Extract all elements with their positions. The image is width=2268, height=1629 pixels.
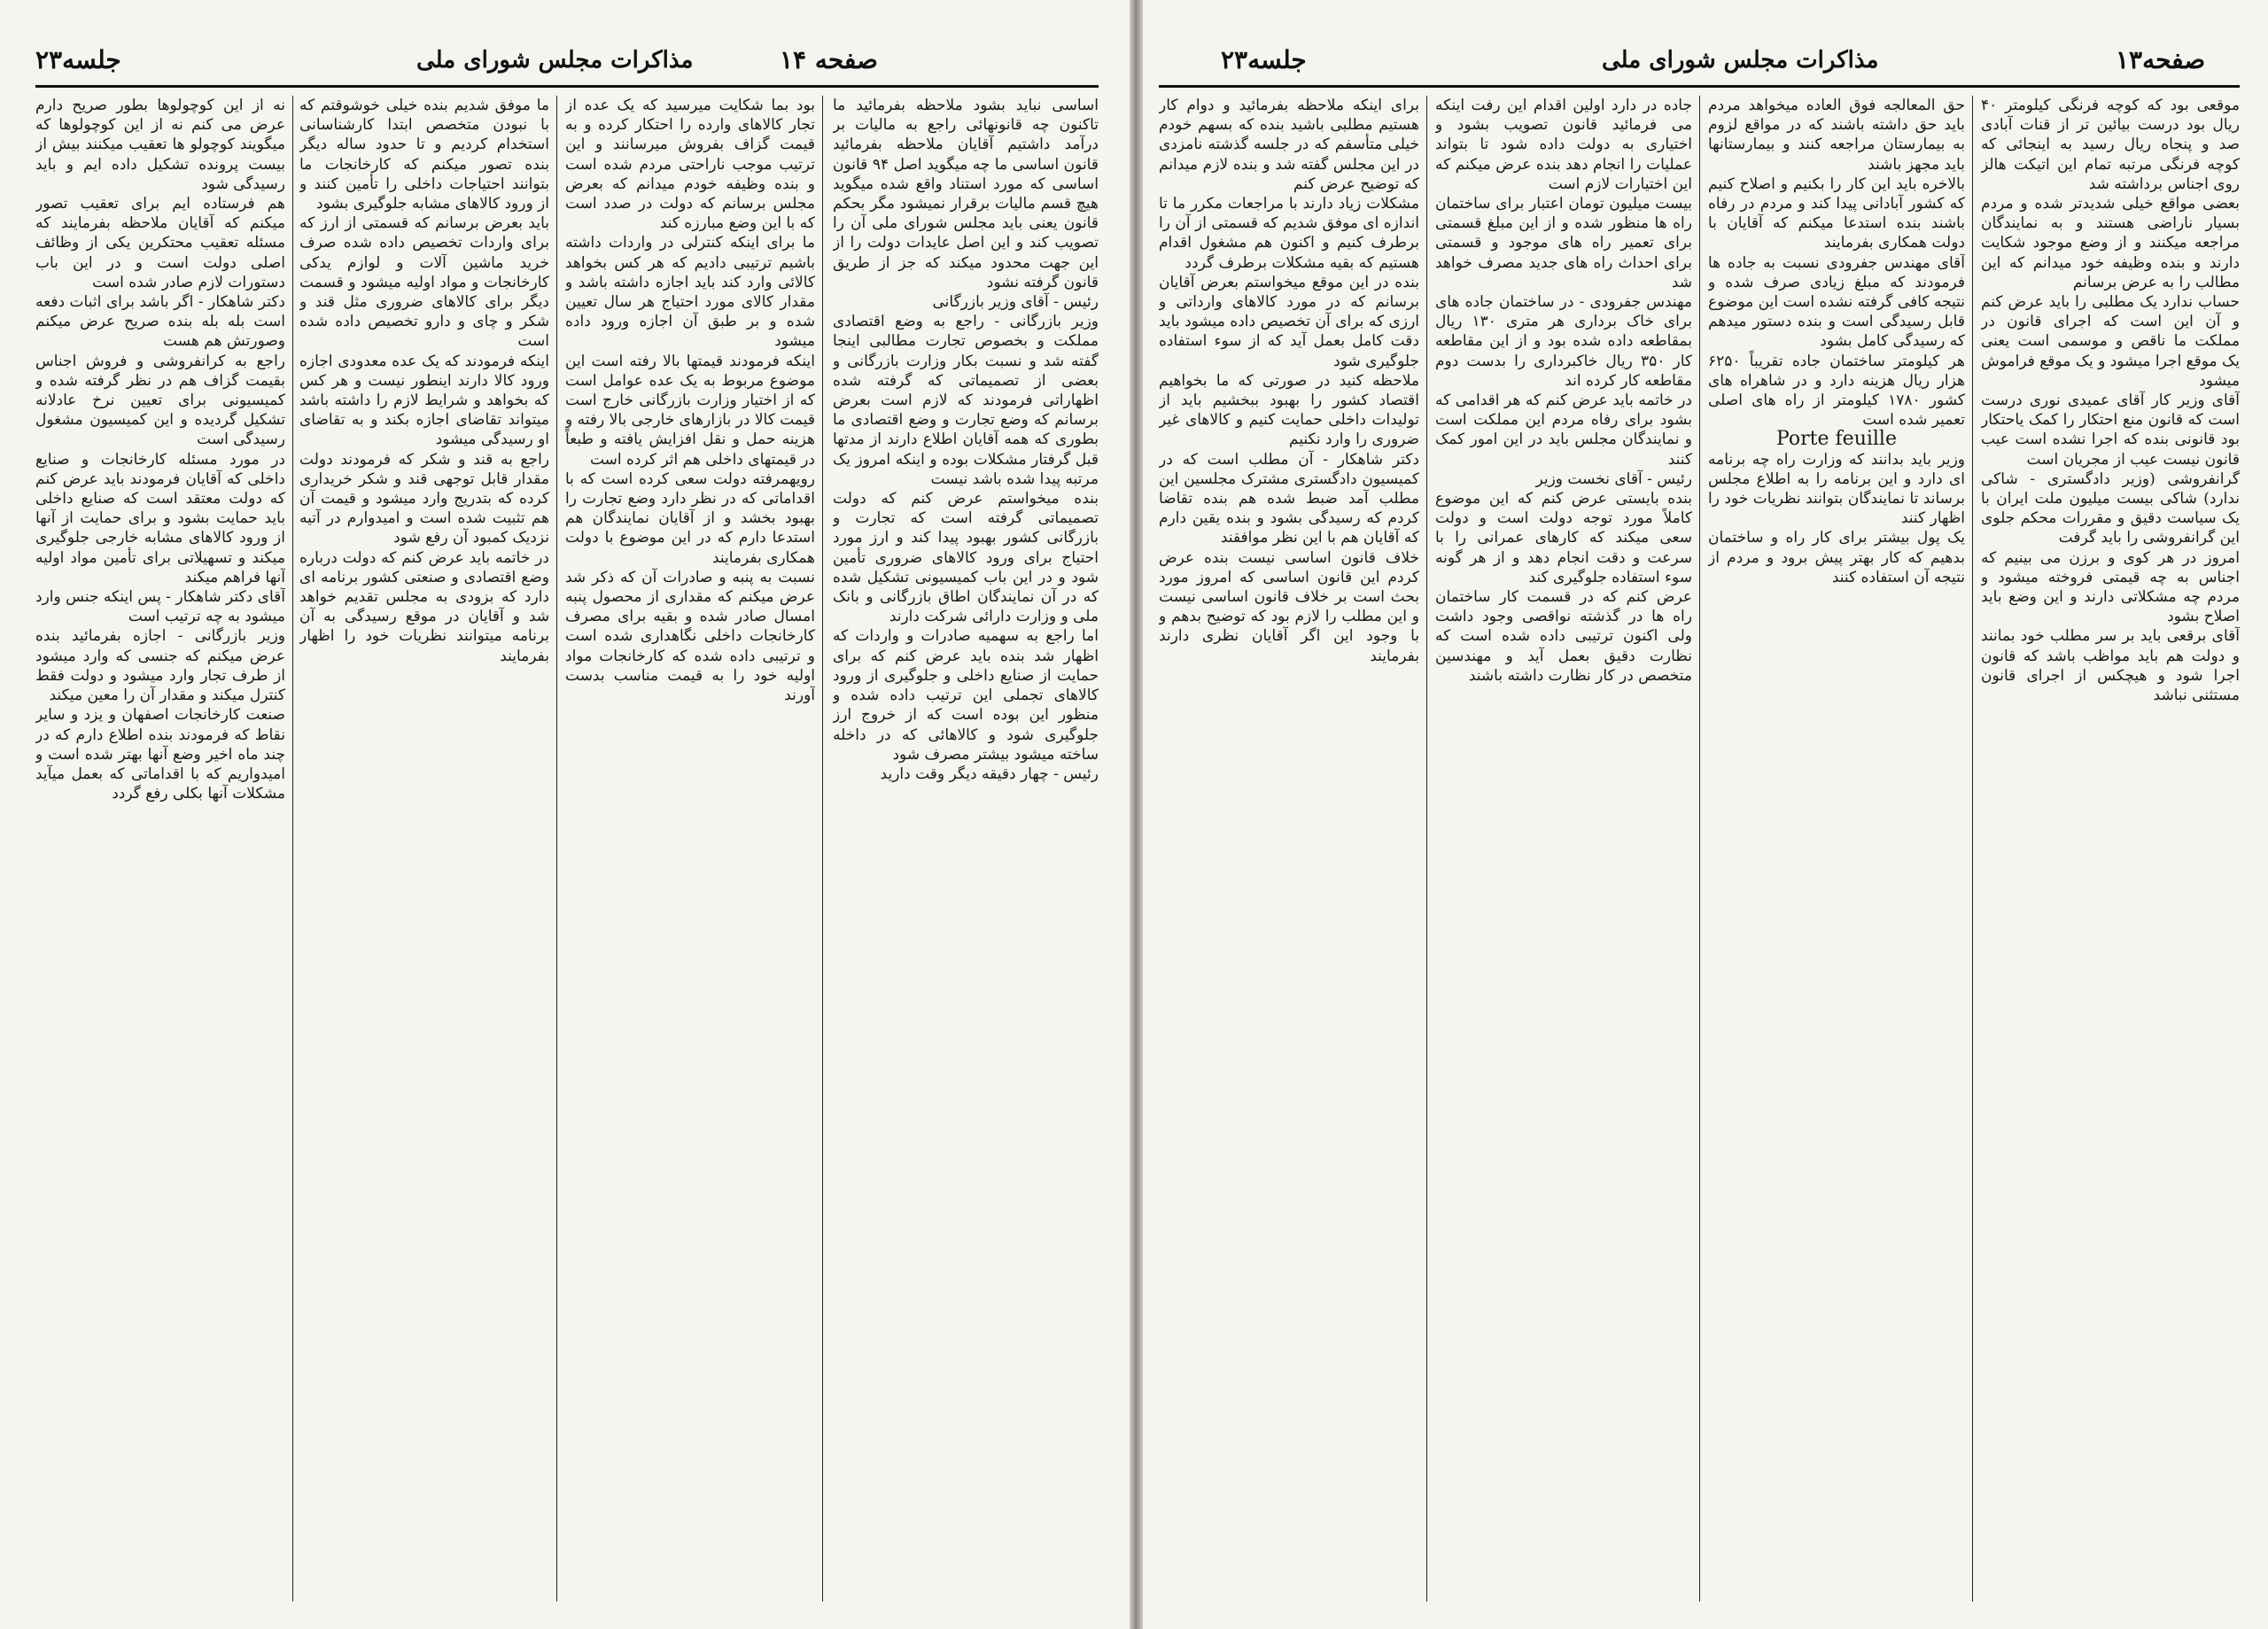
column-divider xyxy=(1972,96,1973,1602)
column-paragraph: رئیس - آقای نخست وزیر xyxy=(1535,469,1692,488)
column-paragraph: وزیر بازرگانی - اجازه بفرمائید بنده عرض میکنم که جنسی که وارد میشود از طرف تجار وارد میشود و دولت فقط کنترل میکند و مقدار آن را معین میکند xyxy=(35,627,285,705)
column-paragraph: حساب ندارد یک مطلبی را باید عرض کنم و آن این است که اجرای قانون در مملکت ما ناقص و موسمی است یعنی یک موقع اجرا میشود و یک موقع فراموش میشود xyxy=(1981,293,2240,390)
column-divider xyxy=(292,96,293,1602)
page-title: مذاکرات مجلس شورای ملی xyxy=(416,47,694,74)
column-paragraph: ملاحظه کنید در صورتی که ما بخواهیم اقتصاد کشور را بهبود ببخشیم باید از تولیدات داخلی حمایت کنیم و کالاهای غیر ضروری را وارد نکنیم xyxy=(1159,371,1419,449)
column-paragraph: آقای برقعی باید بر سر مطلب خود بمانند و دولت هم باید مواظب باشد که قانون اجرا شود و هیچکس از اجرای قانون مستثنی نباشد xyxy=(1981,627,2240,705)
column-paragraph: باید بعرض برسانم که قسمتی از ارز که برای واردات تخصیص داده شده صرف خرید ماشین آلات و لوازم یدکی کارخانجات و مواد اولیه میشود و قسمت دیگر برای کالاهای ضروری مثل قند و شکر و چای و دارو تخصیص داده شده است xyxy=(299,214,549,351)
column-paragraph: مشکلات زیاد دارند با مراجعات مکرر ما تا اندازه ای موفق شدیم که قسمتی از آن را برطرف کنیم و اکنون هم مشغول اقدام هستیم که بقیه مشکلات برطرف گردد xyxy=(1159,195,1419,272)
column-paragraph: بیست میلیون تومان اعتبار برای ساختمان راه ها منظور شده و از این مبلغ قسمتی برای تعمیر راه های موجود و قسمتی برای احداث راه های جدید مصرف خواهد شد xyxy=(1435,195,1692,291)
column-paragraph: راجع به کرانفروشی و فروش اجناس بقیمت گزاف هم در نظر گرفته شده و کمیسیونی برای تعیین نرخ عادلانه تشکیل گردیده و این کمیسیون مشغول رسیدگی است xyxy=(35,352,285,449)
column-paragraph: بنده میخواستم عرض کنم که دولت تصمیماتی گرفته است که تجارت و بازرگانی کشور بهبود پیدا کند و ارز مورد احتیاج برای ورود کالاهای ضروری تأمین شود و در این باب کمیسیونی تشکیل شده که در آن نمایندگان اطاق بازرگانی و بانک ملی و وزارت دارائی شرکت دارند xyxy=(833,490,1099,626)
column-paragraph: برای اینکه ملاحظه بفرمائید و دوام کار هستیم مطلبی باشید بنده که بسهم خودم خیلی متأسفم که در جلسه گذشته نامزدی در این مجلس گفته شد و بنده لازم میدانم که توضیح عرض کنم xyxy=(1159,97,1419,193)
column-paragraph: اما راجع به سهمیه صادرات و واردات که اظهار شد بنده باید عرض کنم که برای حمایت از صنایع داخلی و جلوگیری از ورود کالاهای تجملی این ترتیب داده شده و منظور این بوده است که از خروج ارز جلوگیری شود و کالاهائی که در داخله ساخته میشود بیشتر مصرف شود xyxy=(833,627,1099,764)
column-paragraph: مهندس جفرودی - در ساختمان جاده های برای خاک برداری هر متری ۱۳۰ ریال بمقاطعه داده شده بود و از این مقاطعه کار ۳۵۰ ریال خاکبرداری را بدست دوم مقاطعه کار کرده اند xyxy=(1435,293,1692,390)
column-paragraph: اساسی نباید بشود ملاحظه بفرمائید ما تاکنون چه قانونهائی راجع به مالیات بر درآمد داشتیم آقایان ملاحظه بفرمائید قانون اساسی ما چه میگوید اصل ۹۴ قانون اساسی که مورد استناد واقع شده میگوید هیچ قسم مالیات برقرار نمیشود مگر بحکم قانون یعنی باید مجلس شورای ملی آن را تصویب کند و این اصل عایدات دولت را از این جهت محدود میکند که جز از طریق قانون گرفته نشود xyxy=(833,97,1099,291)
column-paragraph: نسبت به پنبه و صادرات آن که ذکر شد عرض میکنم که مقداری از محصول پنبه امسال صادر شده و بقیه برای مصرف کارخانجات داخلی نگاهداری شده است و ترتیبی داده شده که کارخانجات مواد اولیه خود را به قیمت مناسب بدست آورند xyxy=(565,568,815,705)
column-divider xyxy=(556,96,557,1602)
text-column xyxy=(299,96,549,1602)
column-paragraph: Porte feuille xyxy=(1776,428,1897,451)
column-paragraph: امروز در هر کوی و برزن می بینیم که اجناس به چه قیمتی فروخته میشود و مردم چه مشکلاتی دارند و این وضع باید اصلاح بشود xyxy=(1981,548,2240,626)
column-paragraph: رئیس - آقای وزیر بازرگانی xyxy=(932,293,1099,312)
column-paragraph: بنده بایستی عرض کنم که این موضوع کاملاً مورد توجه دولت است و دولت سعی میکند که کارهای عمرانی را با سرعت و دقت انجام دهد و از هر گونه سوء استفاده جلوگیری کند xyxy=(1435,490,1692,586)
column-paragraph: بعضی مواقع خیلی شدیدتر شده و مردم بسیار ناراضی هستند و به نمایندگان مراجعه میکنند و از وضع موجود شکایت دارند و بنده وظیفه خود میدانم که این مطالب را به عرض برسانم xyxy=(1981,195,2240,291)
column-paragraph: وزیر باید بدانند که وزارت راه چه برنامه ای دارد و این برنامه را به اطلاع مجلس برساند تا نمایندگان بتوانند نظریات خود را اظهار کنند xyxy=(1708,450,1965,528)
column-paragraph: ما موفق شدیم بنده خیلی خوشوقتم که با نبودن متخصص ابتدا کارشناسانی استخدام کردیم و تا حدود ساله دیگر بنده تصور میکنم که کارخانجات ما بتوانند احتیاجات داخلی را تأمین کنند و از ورود کالاهای مشابه جلوگیری بشود xyxy=(299,97,549,213)
column-paragraph: صنعت کارخانجات اصفهان و یزد و سایر نقاط که فرمودند بنده اطلاع دارم که در چند ماه اخیر وضع آنها بهتر شده است و امیدواریم که با اقداماتی که بعمل میآید مشکلات آنها بکلی رفع گردد xyxy=(35,706,285,803)
column-paragraph: هم فرستاده ایم برای تعقیب تصور میکنم که آقایان ملاحظه بفرمایند که مسئله تعقیب محتکرین یکی از وظائف اصلی دولت است و در این باب دستورات لازم صادر شده است xyxy=(35,195,285,291)
column-paragraph: آقای وزیر کار آقای عمیدی نوری درست است که قانون منع احتکار را کمک یاحتکار بود قانونی بنده که اجرا نشده است عیب قانون نیست عیب از مجریان است xyxy=(1981,392,2240,469)
column-paragraph: وزیر بازرگانی - راجع به وضع اقتصادی مملکت و بخصوص تجارت مطالبی اینجا گفته شد و نسبت بکار وزارت بازرگانی و بعضی از تصمیماتی که گرفته شده اظهاراتی فرمودند که لازم است بعرض برسانم که وضع تجارت و وضع اقتصادی ما بطوری که همه آقایان اطلاع دارند از مدتها قبل گرفتار مشکلات بوده و اینکه امروز یک مرتبه پیدا شده باشد نیست xyxy=(833,313,1099,488)
column-divider xyxy=(1699,96,1700,1602)
column-paragraph: آقای دکتر شاهکار - پس اینکه جنس وارد میشود به چه ترتیب است xyxy=(35,588,285,626)
column-paragraph: خلاف قانون اساسی نیست بنده عرض کردم این قانون اساسی که امروز مورد بحث است بر خلاف قانون اساسی نیست و این مطلب را لازم بود که توضیح بدهم و با وجود این اگر آقایان نظری دارند بفرمایند xyxy=(1159,548,1419,665)
column-divider xyxy=(1426,96,1427,1602)
column-paragraph: بود بما شکایت میرسید که یک عده از تجار کالاهای وارده را احتکار کرده و به قیمت گزاف بفروش میرسانند و این ترتیب موجب ناراحتی مردم شده است و بنده وظیفه خودم میدانم که بعرض مجلس برسانم که دولت در صدد است که با این وضع مبارزه کند xyxy=(565,97,815,233)
page-title: مذاکرات مجلس شورای ملی xyxy=(1602,47,1879,74)
column-paragraph: دکتر شاهکار - آن مطلب است که در کمیسیون دادگستری مشترک مجلسین این مطلب آمد ضبط شده هم بنده تقاضا کردم که رسیدگی بشود و بنده یقین دارم که آقایان هم با این نظر موافقند xyxy=(1159,450,1419,547)
header-rule xyxy=(1159,85,2240,88)
page-gutter xyxy=(1130,0,1143,1629)
column-paragraph: در مورد مسئله کارخانجات و صنایع داخلی که آقایان فرمودند باید عرض کنم که دولت معتقد است که صنایع داخلی باید حمایت بشود و برای حمایت از آنها از ورود کالاهای مشابه خارجی جلوگیری میکند و تسهیلاتی برای تأمین مواد اولیه آنها فراهم میکند xyxy=(35,450,285,586)
column-paragraph: بنده در این موقع میخواستم بعرض آقایان برسانم که در مورد کالاهای وارداتی و ارزی که برای آن تخصیص داده میشود باید دقت کامل بعمل آید که از سوء استفاده جلوگیری شود xyxy=(1159,273,1419,370)
left-page-header xyxy=(35,43,1099,81)
page-number: صفحه ۱۴ xyxy=(780,45,878,74)
session-number: جلسه۲۳ xyxy=(35,45,121,74)
column-paragraph: هر کیلومتر ساختمان جاده تقریباً ۶۲۵۰ هزار ریال هزینه دارد و در شاهراه های کشور ۱۷۸۰ کیلومتر از راه های اصلی تعمیر شده است xyxy=(1708,352,1965,430)
column-divider xyxy=(822,96,823,1602)
column-paragraph: جاده در دارد اولین اقدام این رفت اینکه می فرمائید قانون تصویب بشود و اختیاری به دولت داده شود تا بتواند عملیات را انجام دهد بنده عرض میکنم که این اختیارات لازم است xyxy=(1435,97,1692,193)
column-paragraph: ما برای اینکه کنترلی در واردات داشته باشیم ترتیبی دادیم که هر کس بخواهد کالائی وارد کند باید اجازه داشته باشد و مقدار کالای مورد احتیاج هر سال تعیین شده و بر طبق آن اجازه ورود داده میشود xyxy=(565,234,815,351)
text-column xyxy=(1159,96,1419,1602)
left-page xyxy=(0,0,1130,1629)
column-paragraph: حق المعالجه فوق العاده میخواهد مردم باید حق داشته باشند که در مواقع لزوم به بیمارستان مراجعه کنند و بیمارستانها باید مجهز باشند xyxy=(1708,97,1965,174)
right-page-header xyxy=(1159,43,2240,81)
column-paragraph: آقای مهندس جفرودی نسبت به جاده ها فرمودند که مبلغ زیادی صرف شده و نتیجه کافی گرفته نشده است این موضوع قابل رسیدگی است و بنده دستور میدهم که رسیدگی کامل بشود xyxy=(1708,253,1965,351)
text-column xyxy=(1981,96,2240,1602)
right-page-columns xyxy=(1159,96,2240,1602)
text-column xyxy=(1435,96,1692,1602)
column-paragraph: گرانفروشی (وزیر دادگستری - شاکی ندارد) شاکی بیست میلیون ملت ایران با یک سیاست دقیق و مقررات محکم جلوی این گرانفروشی را باید گرفت xyxy=(1981,469,2240,547)
right-page xyxy=(1143,0,2268,1629)
column-paragraph: در خاتمه باید عرض کنم که دولت درباره وضع اقتصادی و صنعتی کشور برنامه ای دارد که بزودی به مجلس تقدیم خواهد شد و آقایان در موقع رسیدگی به آن برنامه میتوانند نظریات خود را اظهار بفرمایند xyxy=(299,548,549,665)
session-number: جلسه۲۳ xyxy=(1221,45,1307,74)
column-paragraph: موقعی بود که کوچه فرنگی کیلومتر ۴۰ ریال بود درست بیائین تر از قنات آبادی صد و پنجاه ریال رسید به اینجائی که کوچه فرنگی مرتبه تمام این اتیکت هالز روی اجناس برداشته شد xyxy=(1981,97,2240,193)
left-page-columns xyxy=(35,96,1099,1602)
text-column xyxy=(833,96,1099,1602)
text-column xyxy=(565,96,815,1602)
column-paragraph: رئیس - چهار دقیقه دیگر وقت دارید xyxy=(880,764,1099,783)
column-paragraph: رویهمرفته دولت سعی کرده است که با اقداماتی که در نظر دارد وضع تجارت را بهبود بخشد و از آقایان نمایندگان هم استدعا دارم که در این موضوع با دولت همکاری بفرمایند xyxy=(565,469,815,567)
column-paragraph: بالاخره باید این کار را بکنیم و اصلاح کنیم که کشور آبادانی پیدا کند و مردم در رفاه باشند بنده استدعا میکنم که آقایان با دولت همکاری بفرمایند xyxy=(1708,175,1965,252)
page-number: صفحه۱۳ xyxy=(2116,45,2206,74)
column-paragraph: نه از این کوچولوها بطور صریح دارم عرض می کنم نه از این کوچولوها که میگویند کوچولو ها تعقیب میکنند بیش از بیست پرونده تشکیل داده ایم و باید رسیدگی شود xyxy=(35,97,285,193)
column-paragraph: اینکه فرمودند قیمتها بالا رفته است این موضوع مربوط به یک عده عوامل است که از اختیار وزارت بازرگانی خارج است قیمت کالا در بازارهای خارجی بالا رفته و هزینه حمل و نقل افزایش یافته و طبعاً در قیمتهای داخلی هم اثر کرده است xyxy=(565,352,815,469)
column-paragraph: یک پول بیشتر برای کار راه و ساختمان بدهیم که کار بهتر پیش برود و مردم از نتیجه آن استفاده کنند xyxy=(1708,529,1965,586)
column-paragraph: عرض کنم که در قسمت کار ساختمان راه ها در گذشته نواقصی وجود داشت ولی اکنون ترتیبی داده شده است که نظارت دقیق بعمل آید و مهندسین متخصص در کار نظارت داشته باشند xyxy=(1435,588,1692,685)
column-paragraph: در خاتمه باید عرض کنم که هر اقدامی که بشود برای رفاه مردم این مملکت است و نمایندگان مجلس باید در این امور کمک کنند xyxy=(1435,392,1692,469)
column-paragraph: راجع به قند و شکر که فرمودند دولت مقدار قابل توجهی قند و شکر خریداری کرده که بتدریج وارد میشود و قیمت آن هم تثبیت شده است و امیدوارم در آتیه نزدیک کمبود آن رفع شود xyxy=(299,450,549,547)
text-column xyxy=(35,96,285,1602)
header-rule xyxy=(35,85,1099,88)
text-column xyxy=(1708,96,1965,1602)
column-paragraph: اینکه فرمودند که یک عده معدودی اجازه ورود کالا دارند اینطور نیست و هر کس که بخواهد و شرایط لازم را داشته باشد میتواند تقاضای اجازه بکند و به تقاضای او رسیدگی میشود xyxy=(299,352,549,449)
column-paragraph: دکتر شاهکار - اگر باشد برای اثبات دفعه است بله بله بنده صریح عرض میکنم وصورتش هم هست xyxy=(35,293,285,351)
